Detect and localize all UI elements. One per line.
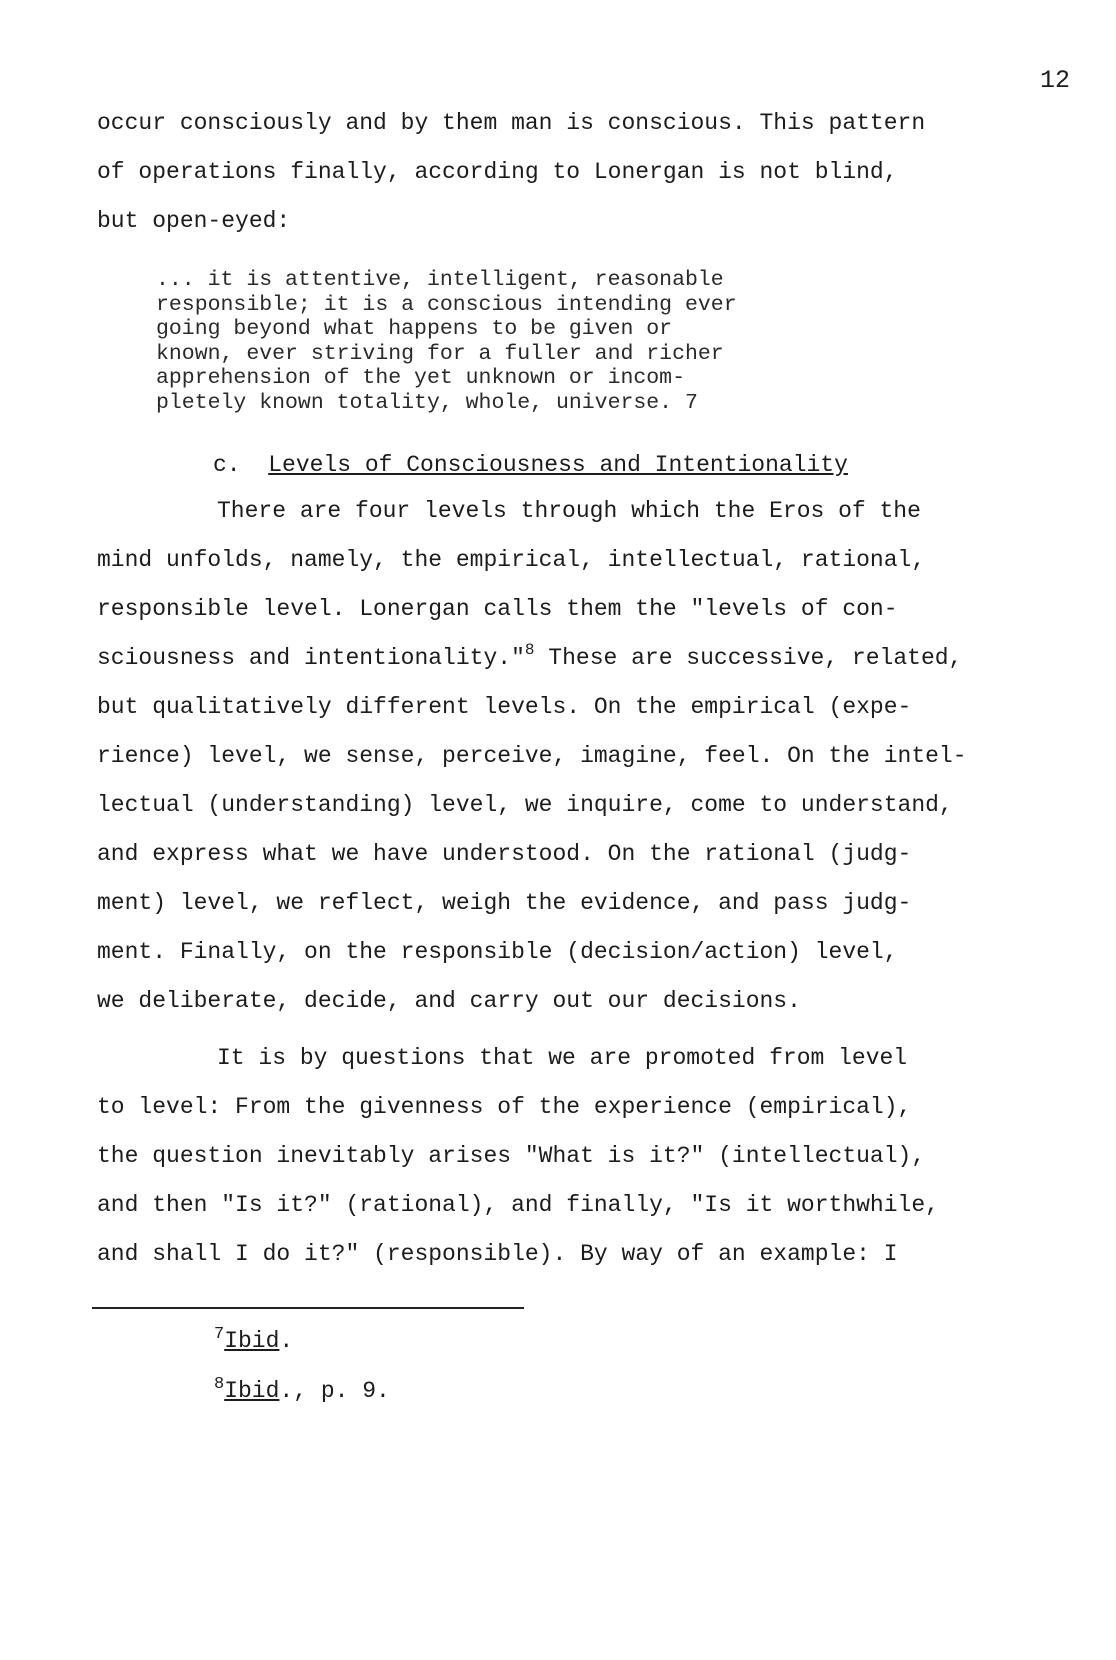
text-line: mind unfolds, namely, the empirical, intellectual, rational, [97,547,926,573]
text-segment: sciousness and intentionality." [97,645,525,671]
text-line: responsible level. Lonergan calls them the "levels of con- [97,596,898,622]
quote-line: apprehension of the yet unknown or incom- [156,366,685,390]
footnote-number: 7 [214,1325,225,1344]
text-line: but open-eyed: [97,208,291,234]
footnote-text: . [279,1328,294,1354]
text-line: It is by questions that we are promoted from level [217,1045,908,1071]
text-line: the question inevitably arises "What is it?" (intellectual), [97,1143,926,1169]
footnote-7 [214,1325,294,1354]
text-line: ment) level, we reflect, weigh the evidence, and pass judg- [97,890,912,916]
text-line: of operations finally, according to Lonergan is not blind, [97,159,898,185]
quote-line: pletely known totality, whole, universe. 7 [156,390,698,415]
footnote-ref: Ibid [224,1378,280,1404]
paragraph-1 [97,99,1107,246]
page-number: 12 [1040,66,1071,95]
quote-line: known, ever striving for a fuller and richer [156,341,724,366]
paragraph-2 [97,487,1107,1026]
quote-line: going beyond what happens to be given or [156,317,673,341]
text-line: lectual (understanding) level, we inquire, come to understand, [97,792,953,818]
text-segment: These are successive, related, [534,645,963,671]
text-line: There are four levels through which the Eros of the [217,498,921,524]
section-marker: c. [213,452,241,478]
section-title: Levels of Consciousness and Intentionality [268,452,848,478]
text-line: rience) level, we sense, perceive, imagine, feel. On the intel- [97,743,967,769]
footnote-number: 8 [214,1375,225,1394]
text-line: and then "Is it?" (rational), and finally, "Is it worthwhile, [97,1192,939,1218]
text-line [97,634,1107,683]
text-line: and shall I do it?" (responsible). By way of an example: I [97,1241,898,1267]
text-line: to level: From the givenness of the experience (empirical), [97,1094,912,1120]
quote-line: responsible; it is a conscious intending ever [156,292,737,317]
footnote-text: ., p. 9. [279,1378,390,1404]
text-line: but qualitatively different levels. On the empirical (expe- [97,694,912,720]
footnote-ref: Ibid [224,1328,280,1354]
text-line: occur consciously and by them man is conscious. This pattern [97,110,926,136]
block-quote [156,268,916,415]
quote-line: ... it is attentive, intelligent, reasonable [156,268,724,292]
paragraph-3 [97,1034,1107,1279]
section-heading [213,452,848,478]
text-line: ment. Finally, on the responsible (decision/action) level, [97,939,898,965]
footnote-divider [92,1307,524,1309]
text-line: and express what we have understood. On the rational (judg- [97,841,912,867]
footnote-ref-8: 8 [524,641,535,659]
footnote-8 [214,1375,390,1404]
text-line: we deliberate, decide, and carry out our decisions. [97,988,801,1014]
